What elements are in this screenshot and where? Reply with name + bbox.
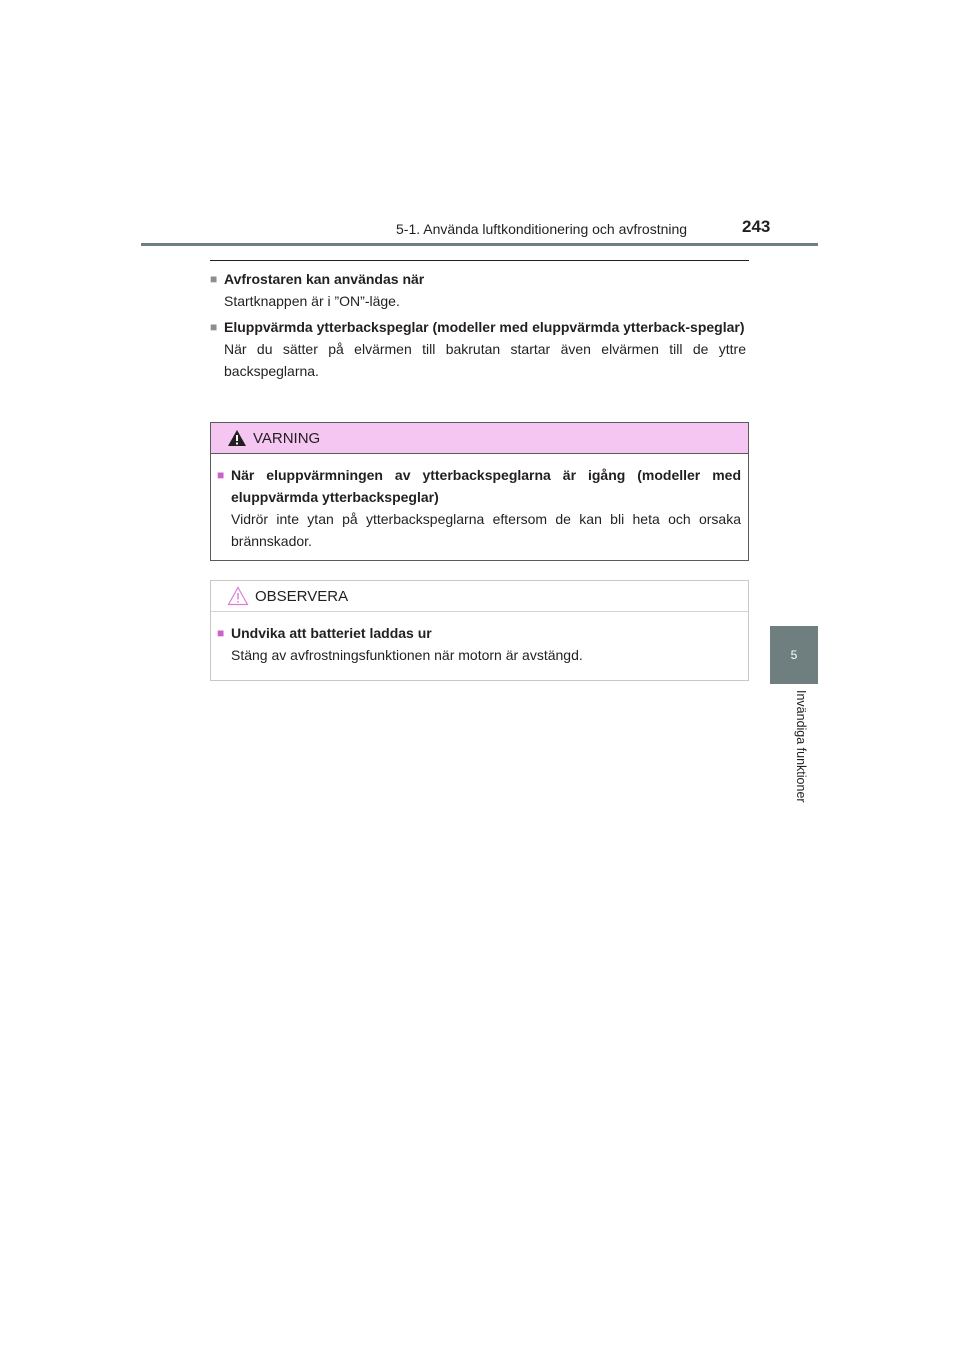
square-bullet-icon: ■ — [210, 320, 218, 334]
warning-triangle-icon — [227, 429, 247, 447]
section-body: När du sätter på elvärmen till bakrutan startar även elvärmen till de yttre backspeglarna. — [224, 341, 746, 379]
square-bullet-icon: ■ — [217, 468, 225, 482]
caution-text: Stäng av avfrostningsfunktionen när motorn är avstängd. — [231, 647, 583, 663]
chapter-tab — [770, 626, 818, 684]
warning-title: VARNING — [253, 429, 321, 447]
warning-heading: När eluppvärmningen av ytterbackspeglarna är igång (modeller med eluppvärmda ytterbackspeglar) — [231, 467, 741, 505]
caution-heading: Undvika att batteriet laddas ur — [231, 625, 432, 641]
header-rule — [141, 243, 818, 246]
warning-text: Vidrör inte ytan på ytterbackspeglarna eftersom de kan bli heta och orsaka brännskador. — [231, 511, 741, 549]
section-defroster — [210, 268, 746, 312]
section-heading: Eluppvärmda ytterbackspeglar (modeller med eluppvärmda ytterback-speglar) — [224, 319, 745, 335]
caution-triangle-outline-icon — [227, 586, 249, 606]
caution-box — [210, 580, 749, 681]
square-bullet-icon: ■ — [210, 272, 218, 286]
main-content — [210, 268, 746, 386]
warning-body — [211, 454, 748, 552]
content-top-rule — [210, 260, 749, 261]
section-heading: Avfrostaren kan användas när — [224, 271, 425, 287]
caution-body — [211, 612, 748, 666]
warning-header — [211, 423, 748, 454]
chapter-label: Invändiga funktioner — [794, 690, 808, 803]
section-body: Startknappen är i ”ON”-läge. — [224, 293, 400, 309]
warning-box — [210, 422, 749, 561]
section-heated-mirrors — [210, 316, 746, 382]
section-header-title: 5-1. Använda luftkonditionering och avfrostning — [396, 221, 688, 237]
square-bullet-icon: ■ — [217, 626, 225, 640]
caution-header — [211, 581, 748, 612]
caution-title: OBSERVERA — [255, 587, 349, 605]
page-number: 243 — [742, 217, 771, 236]
chapter-number: 5 — [790, 648, 798, 662]
